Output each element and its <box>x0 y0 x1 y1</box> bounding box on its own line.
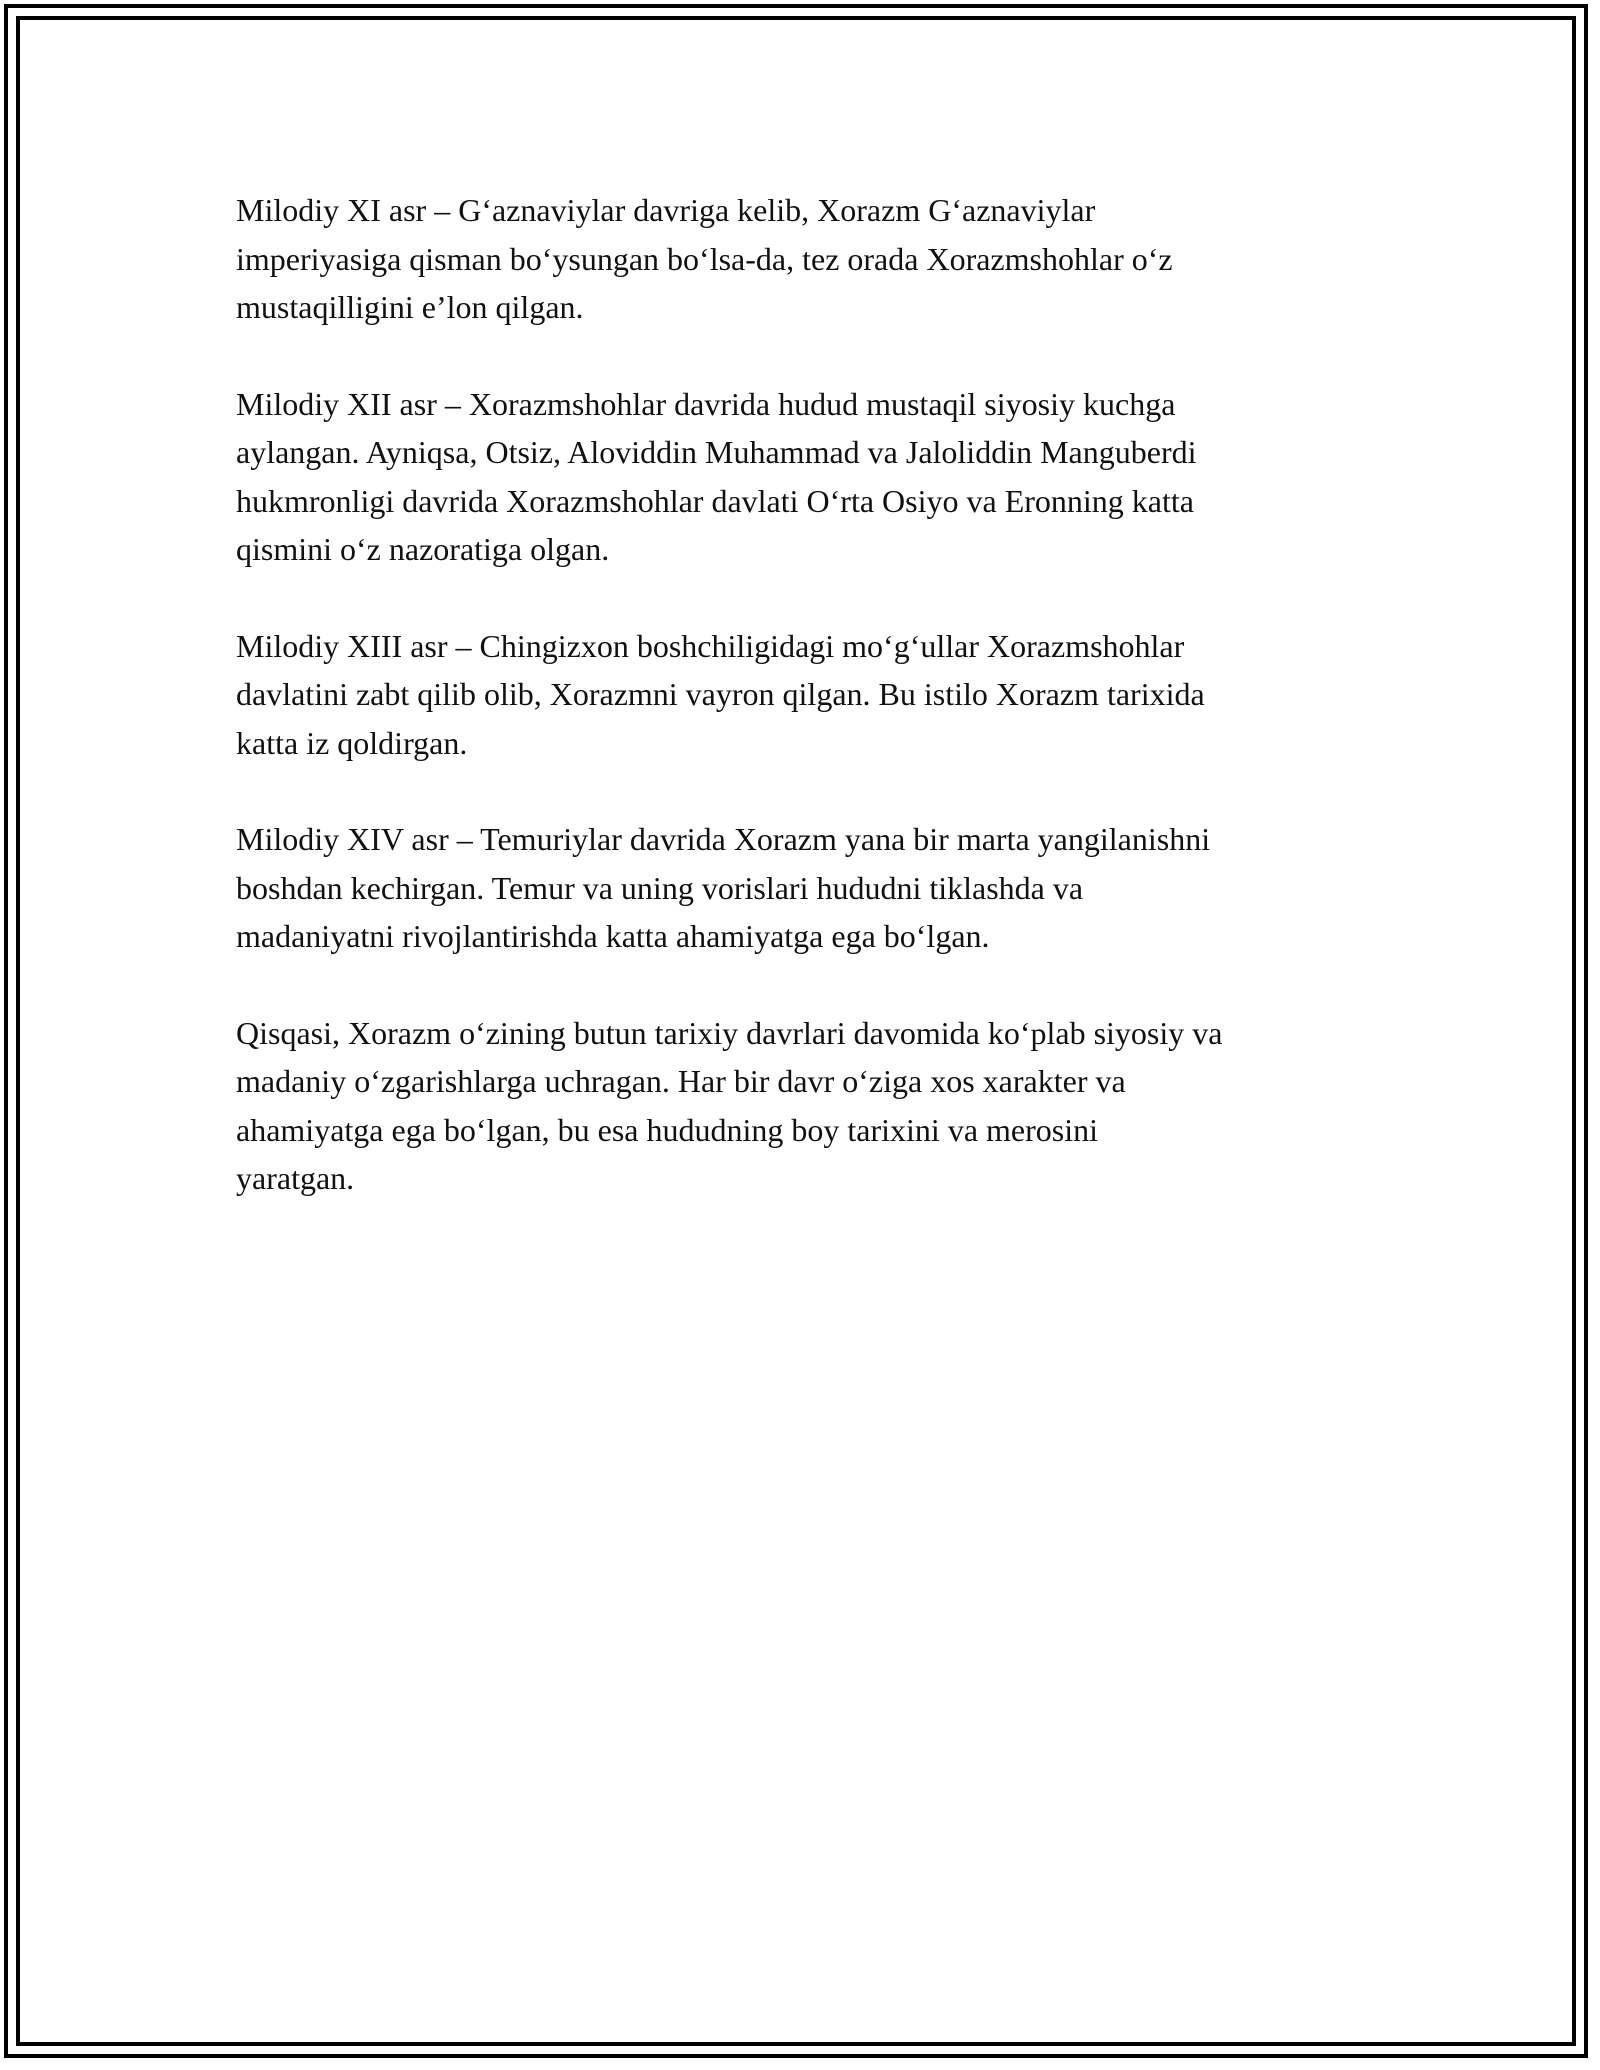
paragraph-summary: Qisqasi, Xorazm o‘zining butun tarixiy davrlari davomida ko‘plab siyosiy va madaniy o‘zgarishlarga uchragan. Har bir davr o‘ziga xos xarakter va ahamiyatga ega bo‘lgan, bu esa hududning boy tarixini va merosini yaratgan. <box>236 1014 1223 1196</box>
document-body <box>236 186 1386 1251</box>
paragraph-xi-century: Milodiy XI asr – G‘aznaviylar davriga kelib, Xorazm G‘aznaviylar imperiyasiga qisman bo‘ysungan bo‘lsa-da, tez orada Xorazmshohlar o‘z mustaqilligini e’lon qilgan. <box>236 192 1173 325</box>
paragraph-xiii-century: Milodiy XIII asr – Chingizxon boshchiligidagi mo‘g‘ullar Xorazmshohlar davlatini zabt qilib olib, Xorazmni vayron qilgan. Bu istilo Xorazm tarixida katta iz qoldirgan. <box>236 627 1205 761</box>
paragraph-xii-century: Milodiy XII asr – Xorazmshohlar davrida hudud mustaqil siyosiy kuchga aylangan. Ayniqsa, Otsiz, Aloviddin Muhammad va Jaloliddin Manguberdi hukmronligi davrida Xorazmshohlar davlati O‘rta Osiyo va Eronning katta qismini o‘z nazoratiga olgan. <box>236 385 1197 567</box>
paragraph-xiv-century: Milodiy XIV asr – Temuriylar davrida Xorazm yana bir marta yangilanishni boshdan kechirgan. Temur va uning vorislari hududni tiklashda va madaniyatni rivojlantirishda katta ahamiyatga ega bo‘lgan. <box>236 821 1211 954</box>
